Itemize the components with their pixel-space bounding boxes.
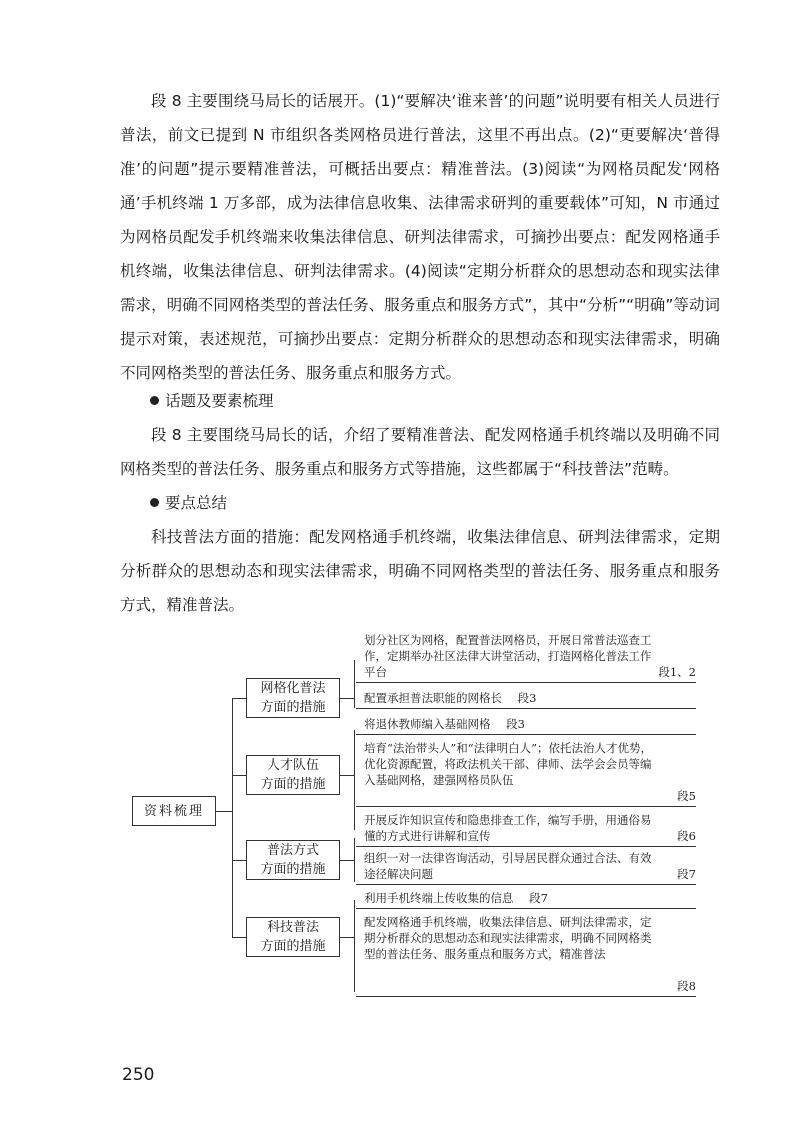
connector-line [354, 900, 355, 992]
branch-label: 普法方式 [266, 843, 319, 858]
connector-line [232, 698, 246, 699]
item-ref: 段1、2 [658, 665, 696, 679]
bullet-label: 话题及要素梳理 [165, 392, 274, 410]
connector-line [340, 860, 354, 861]
branch-method [246, 840, 340, 880]
branch-technology [246, 917, 340, 957]
item-text: 组织一对一法律咨询活动，引导居民群众通过合法、有效途径解决问题 [364, 851, 652, 881]
item-ref: 段3 [517, 691, 537, 705]
item-text: 开展反诈知识宣传和隐患排查工作，编写手册，用通俗易懂的方式进行讲解和宣传 [364, 813, 652, 843]
item-underline [356, 708, 696, 709]
connector-line [354, 730, 355, 830]
item-ref: 段5 [677, 789, 696, 803]
diagram-item [364, 632, 696, 680]
bullet-dot-icon [150, 396, 159, 405]
item-ref: 段7 [677, 867, 696, 881]
connector-line [232, 937, 246, 938]
bullet-key-points [150, 486, 227, 520]
diagram-item [364, 812, 696, 844]
paragraph-topic: 段 8 主要围绕马局长的话，介绍了要精准普法、配发网格通手机终端以及明确不同网格类型的普法任务、服务重点和服务方式等措施，这些都属于“科技普法”范畴。 [120, 426, 720, 478]
item-underline [356, 908, 696, 909]
bullet-topic-elements [150, 384, 274, 418]
item-text: 配置承担普法职能的网格长 [364, 691, 502, 705]
page-number: 250 [122, 1065, 155, 1085]
bullet-label: 要点总结 [165, 494, 228, 512]
item-underline [356, 996, 696, 997]
diagram-item [364, 890, 664, 906]
connector-line [232, 775, 246, 776]
item-ref: 段3 [506, 717, 525, 731]
item-underline [356, 846, 696, 847]
item-ref: 段8 [677, 979, 696, 993]
connector-line [354, 838, 355, 882]
item-underline [356, 806, 696, 807]
branch-label: 科技普法 [266, 920, 319, 935]
branch-talent [246, 755, 340, 795]
connector-line [340, 698, 354, 699]
branch-grid-law [246, 678, 340, 718]
paragraph-analysis: 段 8 主要围绕马局长的话展开。(1)“要解决‘谁来普’的问题”说明要有相关人员进行普法，前文已提到 N 市组织各类网格员进行普法，这里不再出点。(2)“更要解决‘普得准’的问题”提示要精准普法，可概括出要点：精准普法。(3)阅读“为网格员配发‘网格通’手机终端 1 万多部，成为法律信息收集、法律需求研判的重要载体”可知，N 市通过为网格员配发手机终端来收集法律信息、研判法律需求，可摘抄出要点：配发网格通手机终端，收集法律信息、研判法律需求。(4)阅读“定期分析群众的思想动态和现实法律需求，明确不同网格类型的普法任务、服务重点和服务方式”，其中“分析”“明确”等动词提示对策，表述规范，可摘抄出要点：定期分析群众的思想动态和现实法律需求，明确不同网格类型的普法任务、服务重点和服务方式。 [120, 92, 720, 382]
item-underline [356, 884, 696, 885]
diagram-item [364, 740, 696, 804]
item-text: 将退休教师编入基础网格 [364, 717, 491, 731]
diagram-item [364, 850, 696, 882]
branch-label: 方面的措施 [260, 777, 326, 792]
item-underline [356, 734, 696, 735]
item-underline [356, 682, 696, 683]
branch-label: 人才队伍 [266, 758, 319, 773]
connector-line [340, 937, 354, 938]
item-text: 培育“法治带头人”和“法律明白人”；依托法治人才优势，优化资源配置，将政法机关干部、律师、法学会会员等编入基础网格，建强网格员队伍 [364, 741, 653, 787]
item-text: 配发网格通手机终端，收集法律信息、研判法律需求，定期分析群众的思想动态和现实法律需求，明确不同网格类型的普法任务、服务重点和服务方式，精准普法 [364, 915, 652, 961]
bullet-dot-icon [150, 498, 159, 507]
item-text: 利用手机终端上传收集的信息 [364, 891, 514, 905]
branch-label: 方面的措施 [260, 939, 326, 954]
connector-line [340, 775, 354, 776]
connector-line [354, 660, 355, 708]
branch-label: 方面的措施 [260, 862, 326, 877]
branch-label: 网格化普法 [260, 681, 326, 696]
diagram-item [364, 690, 664, 706]
connector-line [232, 860, 246, 861]
item-ref: 段7 [529, 891, 548, 905]
diagram-root: 资料梳理 [132, 796, 216, 826]
diagram-item [364, 914, 696, 994]
paragraph-summary: 科技普法方面的措施：配发网格通手机终端，收集法律信息、研判法律需求，定期分析群众的思想动态和现实法律需求，明确不同网格类型的普法任务、服务重点和服务方式，精准普法。 [120, 528, 720, 614]
item-ref: 段6 [677, 829, 696, 843]
diagram-item [364, 716, 664, 732]
connector-line [216, 811, 232, 812]
connector-line [232, 698, 233, 937]
branch-label: 方面的措施 [260, 700, 326, 715]
item-text: 划分社区为网格，配置普法网格员，开展日常普法巡查工作，定期举办社区法律大讲堂活动，打造网格化普法工作平台 [364, 633, 652, 679]
